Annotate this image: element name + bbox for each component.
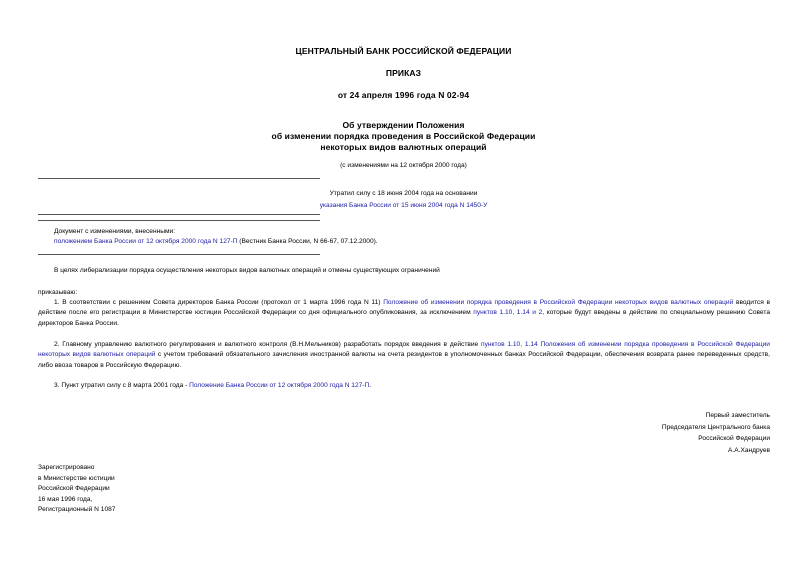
- amendment-source: (Вестник Банка России, N 66-67, 07.12.2000).: [237, 238, 378, 245]
- item2-regulation-link[interactable]: пунктов 1.10, 1.14 Положения об изменении порядка проведения в Российской Федерации некоторых видов валютных операций: [38, 341, 770, 359]
- order-item-3: [54, 381, 770, 391]
- title-line-2: об изменении порядка проведения в Российской Федерации: [271, 131, 536, 141]
- amendment-link[interactable]: положением Банка России от 12 октября 2000 года N 127-П: [54, 238, 238, 245]
- item3-regulation-link[interactable]: Положение Банка России от 12 октября 2000 года N 127-П: [189, 382, 370, 389]
- signature-block: [500, 410, 770, 456]
- registration-block: [38, 463, 338, 516]
- preamble: В целях либерализации порядка осуществления некоторых видов валютных операций и отмены существующих ограничений: [54, 267, 440, 274]
- registration-number: Регистрационный N 1087: [38, 506, 116, 514]
- signature-position-2: Председателя Центрального банка: [661, 423, 770, 431]
- expired-text: Утратил силу с 18 июня 2004 года на основании: [329, 190, 478, 197]
- item3-prefix: 3. Пункт утратил силу с 8 марта 2001 года -: [54, 382, 190, 389]
- registration-date: 16 мая 1996 года,: [38, 495, 93, 503]
- amendments-block: [54, 227, 774, 247]
- item1-prefix: 1. В соответствии с решением Совета директоров Банка России (протокол от 1 марта 1996 года N 11): [54, 299, 384, 306]
- item2-prefix: 2. Главному управлению валютного регулирования и валютного контроля (В.Н.Мельников) разработать порядок введения в действие: [54, 341, 481, 348]
- expired-basis-link[interactable]: указания Банка России от 15 июня 2004 года N 1450-У: [319, 202, 488, 209]
- registration-line-2: в Министерстве юстиции: [38, 474, 115, 482]
- item3-suffix: .: [369, 382, 372, 389]
- signature-name: А.А.Хандруев: [728, 446, 770, 454]
- registration-line-3: Российской Федерации: [38, 485, 110, 493]
- item1-mid: вводится в действие после его регистрации в Министерстве юстиции Российской Федерации со дня официального опубликования, за исключением: [38, 299, 770, 317]
- divider: [38, 178, 320, 179]
- divider: [38, 214, 320, 215]
- item1-suffix: , которые будут введены в действие по специальному решению Совета директоров Банка России.: [38, 309, 770, 327]
- order-item-1: [38, 298, 770, 329]
- document-title: [0, 120, 807, 153]
- item2-suffix: с учетом требований обязательного зачисления иностранной валюты на счета резидентов в уполномоченных банках Российской Федерации, обеспечения возврата ранее переведенных средств, либо ввоза товаров в Российскую Федерацию.: [38, 351, 770, 369]
- item1-regulation-link[interactable]: Положение об изменении порядка проведения в Российской Федерации некоторых видов валютных операций: [383, 299, 734, 306]
- order-item-2: [38, 340, 770, 371]
- title-line-1: Об утверждении Положения: [342, 120, 465, 130]
- expired-notice: [0, 188, 807, 212]
- order-word: приказываю:: [38, 289, 78, 296]
- document-date-number: от 24 апреля 1996 года N 02-94: [337, 90, 470, 100]
- divider: [38, 254, 320, 255]
- signature-position-3: Российской Федерации: [698, 435, 770, 442]
- divider: [38, 220, 320, 221]
- title-line-3: некоторых видов валютных операций: [320, 142, 487, 152]
- bank-name: ЦЕНТРАЛЬНЫЙ БАНК РОССИЙСКОЙ ФЕДЕРАЦИИ: [295, 46, 512, 56]
- amendments-intro: Документ с изменениями, внесенными:: [54, 228, 176, 235]
- amended-note: (с изменениями на 12 октября 2000 года): [340, 162, 467, 169]
- registration-line-1: Зарегистрировано: [38, 464, 95, 471]
- signature-position: Первый заместитель: [705, 412, 770, 419]
- document-type: ПРИКАЗ: [385, 68, 422, 78]
- item1-points-link[interactable]: пунктов 1.10, 1.14 и 2: [473, 309, 543, 317]
